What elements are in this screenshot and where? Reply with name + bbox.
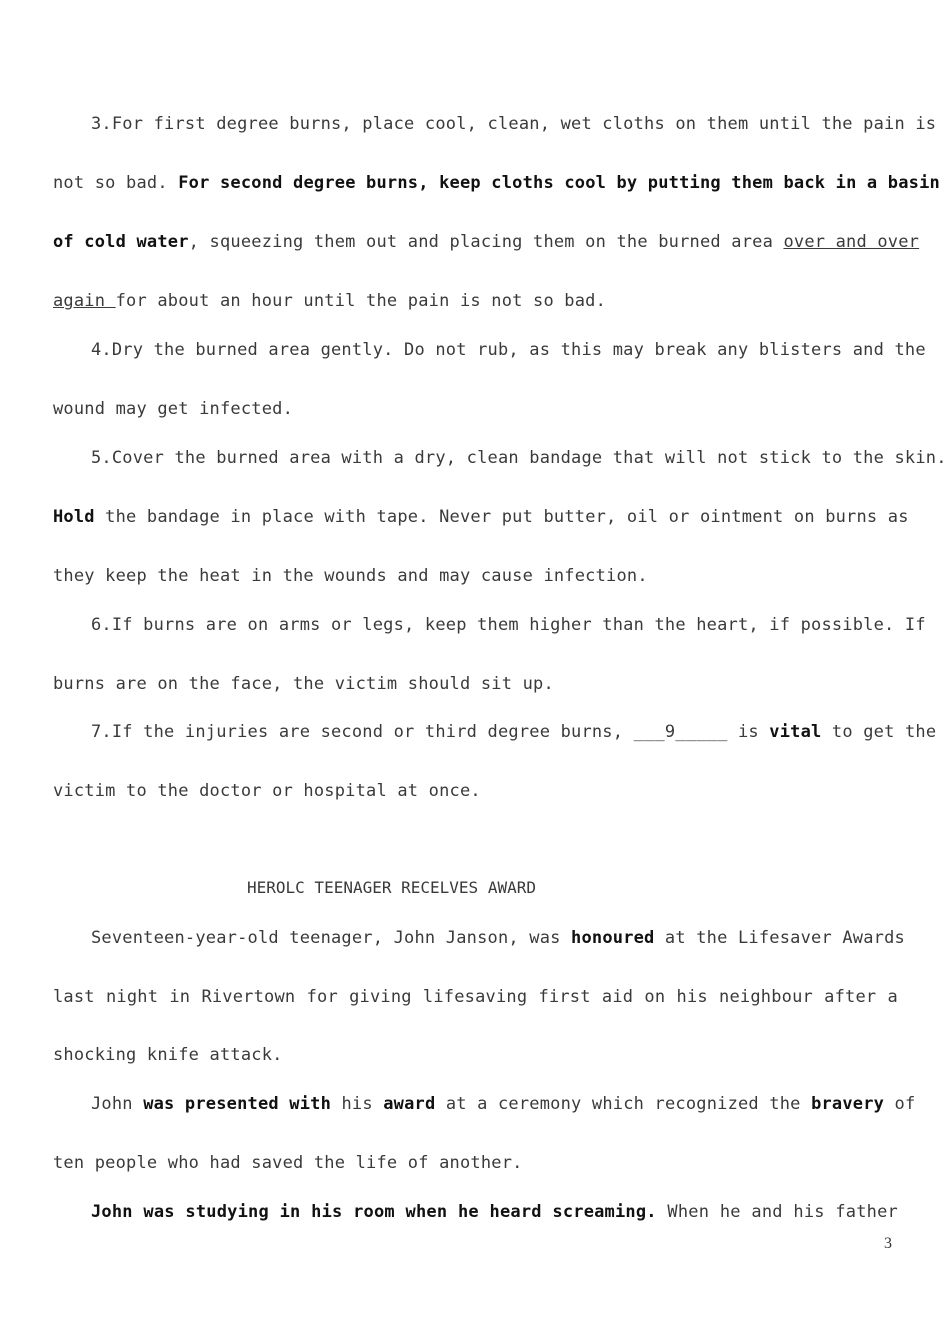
text-run: to get the — [821, 722, 937, 742]
item-3-line-1: 3.For first degree burns, place cool, clean, wet cloths on them until the pain is — [91, 114, 937, 134]
item-3-line-2 — [53, 172, 940, 194]
article-p3-line-1 — [91, 1201, 898, 1223]
bold-text-run: vital — [769, 722, 822, 742]
text-run: for about an hour until the pain is not so bad. — [115, 291, 607, 311]
underlined-text-run: again — [53, 291, 116, 311]
article-p1-line-2: last night in Rivertown for giving lifesaving first aid on his neighbour after a — [53, 987, 898, 1007]
item-5-line-1: 5.Cover the burned area with a dry, clean bandage that will not stick to the skin. — [91, 448, 947, 468]
item-6-line-1: 6.If burns are on arms or legs, keep them higher than the heart, if possible. If — [91, 615, 926, 635]
item-7-line-2: victim to the doctor or hospital at once. — [53, 781, 481, 801]
bold-text-run: award — [383, 1094, 436, 1114]
text-run: not so bad. — [53, 173, 168, 193]
bold-text-run: bravery — [811, 1094, 885, 1114]
bold-text-run: honoured — [571, 928, 655, 948]
article-title: HEROLC TEENAGER RECELVES AWARD — [247, 878, 536, 897]
article-p2-line-2: ten people who had saved the life of another. — [53, 1153, 523, 1173]
text-run: at a ceremony which recognized the — [435, 1094, 801, 1114]
article-p1-line-3: shocking knife attack. — [53, 1045, 283, 1065]
text-run: When he and his father — [656, 1202, 898, 1222]
item-4-line-1: 4.Dry the burned area gently. Do not rub, as this may break any blisters and the — [91, 340, 926, 360]
bold-text-run: Hold — [53, 507, 95, 527]
bold-text-run: John was studying in his room when he heard screaming. — [91, 1202, 657, 1222]
item-3-line-3 — [53, 231, 920, 253]
page-number: 3 — [884, 1235, 892, 1252]
item-4-line-2: wound may get infected. — [53, 399, 294, 419]
item-5-line-2 — [53, 506, 909, 528]
bold-text-run: For second degree burns, keep cloths cool by putting them back in a basin — [178, 173, 940, 193]
item-3-line-4 — [53, 290, 898, 312]
item-5-line-3: they keep the heat in the wounds and may cause infection. — [53, 566, 648, 586]
text-run: , squeezing them out and placing them on the burned area — [188, 232, 774, 252]
item-7-line-1 — [91, 721, 937, 743]
text-run: 7.If the injuries are second or third degree burns, ___9_____ is — [91, 722, 759, 742]
article-p1-line-1 — [91, 927, 905, 949]
bold-text-run: of cold water — [53, 232, 189, 252]
text-run: the bandage in place with tape. Never put butter, oil or ointment on burns as — [94, 507, 909, 527]
text-run: at the Lifesaver Awards — [654, 928, 905, 948]
text-run: Seventeen-year-old teenager, John Janson, was — [91, 928, 561, 948]
item-6-line-2: burns are on the face, the victim should sit up. — [53, 674, 554, 694]
text-run: John — [91, 1094, 144, 1114]
underlined-text-run: over and over — [783, 232, 920, 252]
bold-text-run: was presented with — [143, 1094, 332, 1114]
article-p2-line-1 — [91, 1093, 916, 1115]
text-run: his — [331, 1094, 384, 1114]
text-run: of — [884, 1094, 916, 1114]
